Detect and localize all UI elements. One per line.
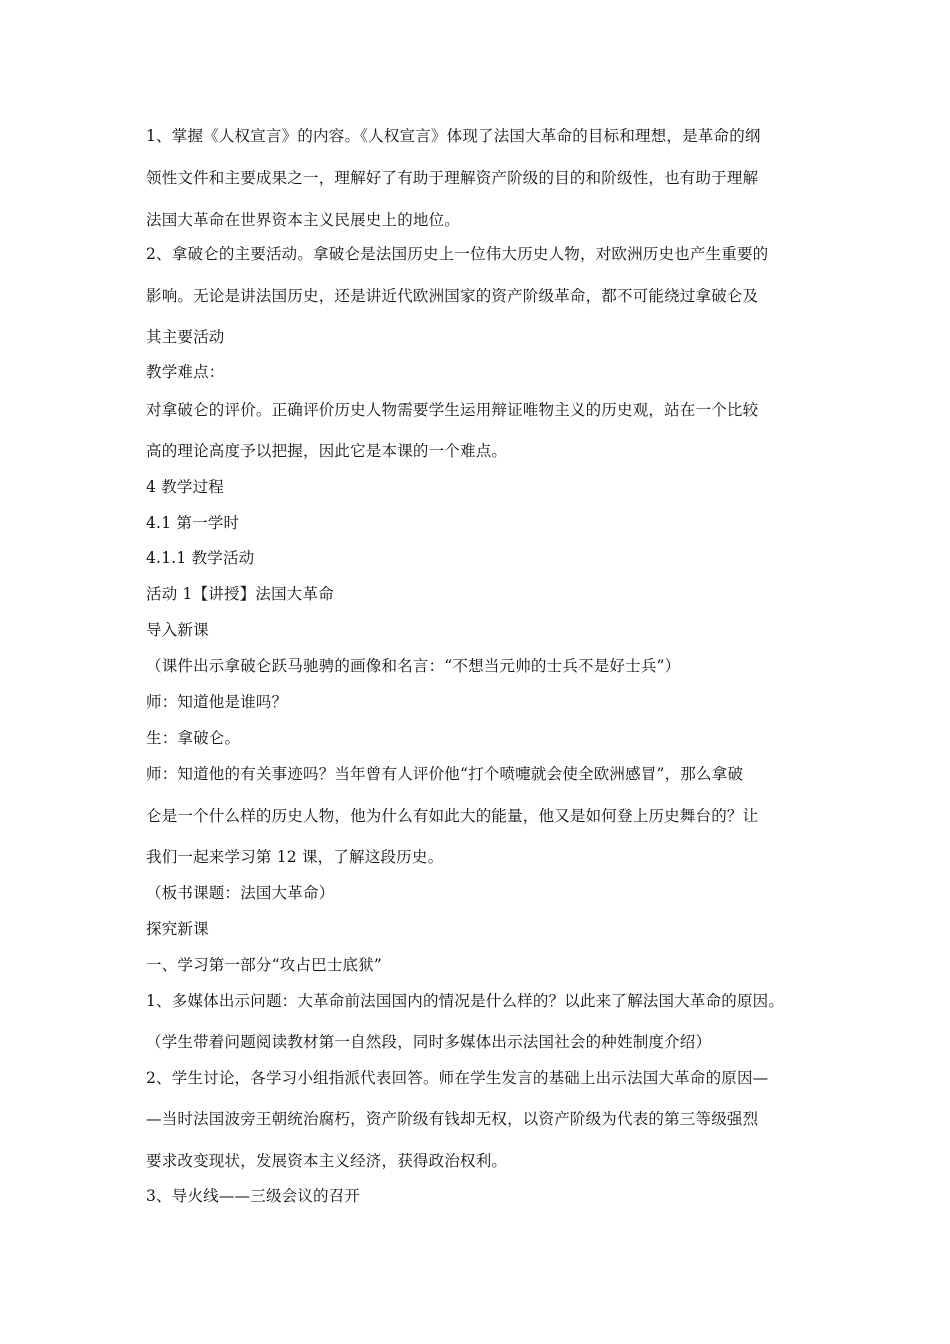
subsection-heading: 4.1 第一学时 <box>146 514 240 532</box>
text-line: 1、多媒体出示问题：大革命前法国国内的情况是什么样的？以此来了解法国大革命的原因。 <box>146 992 785 1010</box>
text-line: 3、导火线——三级会议的召开 <box>146 1187 361 1205</box>
text-line: 师：知道他是谁吗？ <box>146 693 288 711</box>
text-line: 一、学习第一部分“攻占巴士底狱” <box>146 956 383 974</box>
text-line: （学生带着问题阅读教材第一自然段，同时多媒体出示法国社会的种姓制度介绍） <box>146 1033 712 1051</box>
text-line: （板书课题：法国大革命） <box>146 884 335 902</box>
activity-heading: 活动 1【讲授】法国大革命 <box>146 585 334 603</box>
text-line: 高的理论高度予以把握，因此它是本课的一个难点。 <box>146 442 508 460</box>
text-line: 领性文件和主要成果之一，理解好了有助于理解资产阶级的目的和阶级性，也有助于理解 <box>146 169 759 187</box>
text-line: （课件出示拿破仑跃马驰骋的画像和名言：“不想当元帅的士兵不是好士兵”） <box>146 657 681 675</box>
text-line: 2、学生讨论，各学习小组指派代表回答。师在学生发言的基础上出示法国大革命的原因— <box>146 1069 769 1087</box>
text-line: 影响。无论是讲法国历史，还是讲近代欧洲国家的资产阶级革命，都不可能绕过拿破仑及 <box>146 287 759 305</box>
text-line: 2、拿破仑的主要活动。拿破仑是法国历史上一位伟大历史人物，对欧洲历史也产生重要的 <box>146 245 769 263</box>
text-line: 探究新课 <box>146 920 209 938</box>
text-line: 导入新课 <box>146 621 209 639</box>
text-line: 教学难点： <box>146 363 225 381</box>
text-line: 仑是一个什么样的历史人物，他为什么有如此大的能量，他又是如何登上历史舞台的？让 <box>146 807 759 825</box>
section-heading: 4 教学过程 <box>146 478 224 496</box>
text-line: 我们一起来学习第 12 课，了解这段历史。 <box>146 848 444 866</box>
text-line: —当时法国波旁王朝统治腐朽，资产阶级有钱却无权，以资产阶级为代表的第三等级强烈 <box>146 1110 759 1128</box>
text-line: 要求改变现状，发展资本主义经济，获得政治权利。 <box>146 1152 508 1170</box>
text-line: 1、掌握《人权宣言》的内容。《人权宣言》体现了法国大革命的目标和理想，是革命的纲 <box>146 127 761 145</box>
text-line: 其主要活动 <box>146 328 225 346</box>
text-line: 法国大革命在世界资本主义民展史上的地位。 <box>146 211 461 229</box>
text-line: 对拿破仑的评价。正确评价历史人物需要学生运用辩证唯物主义的历史观，站在一个比较 <box>146 401 759 419</box>
text-line: 师：知道他的有关事迹吗？当年曾有人评价他“打个喷嚏就会使全欧洲感冒”，那么拿破 <box>146 765 744 783</box>
text-line: 生：拿破仑。 <box>146 729 241 747</box>
subsection-heading: 4.1.1 教学活动 <box>146 549 255 567</box>
